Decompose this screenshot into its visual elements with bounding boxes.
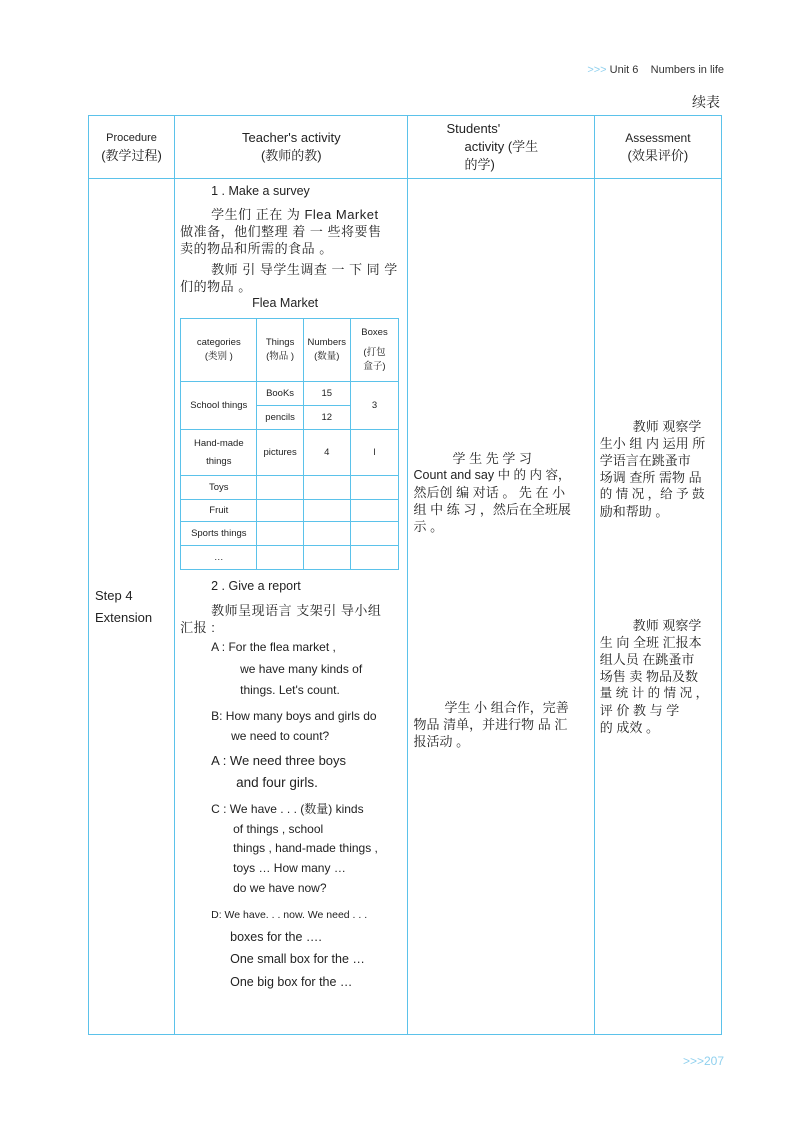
cell-books-num: 15	[303, 382, 350, 406]
students-p1-1: 学 生 先 学 习	[452, 451, 532, 466]
header-numbers-cn: (数量)	[314, 351, 340, 362]
teacher-header-cn: (教师的教)	[260, 148, 322, 163]
cell-empty	[303, 522, 350, 546]
cell-empty	[257, 476, 303, 500]
cell-school-boxes: 3	[350, 382, 398, 430]
dialog-d-3: One small box for the …	[230, 952, 365, 966]
cell-empty	[350, 476, 398, 500]
cell-empty	[257, 500, 303, 522]
assess-p2-4: 场售 卖 物品及数	[599, 669, 698, 684]
header-boxes-cn-2: 盒子)	[363, 361, 386, 372]
students-p1-3: 然后创 编 对话 。 先 在 小	[413, 485, 566, 500]
table-row	[181, 476, 399, 500]
assess-p1-3: 学语言在跳蚤市	[599, 453, 691, 468]
dialog-c-1: C : We have . . . (数量) kinds	[211, 802, 364, 816]
header-boxes	[350, 319, 398, 382]
teacher-activity-cell	[175, 179, 408, 1035]
students-header-en-2: activity (学生	[464, 139, 539, 154]
students-p1-2: Count and say 中 的 内 容，	[413, 468, 571, 482]
flea-market-table-title: Flea Market	[252, 296, 319, 310]
survey-desc-2: 做准备，他们整理 着 一 些将要售	[180, 224, 382, 239]
dialog-c-3: things , hand-made things ,	[233, 841, 378, 855]
dialog-c-4: toys … How many …	[233, 861, 346, 875]
cell-handmade-1: Hand-made	[193, 437, 244, 449]
table-row	[181, 430, 399, 476]
survey-guide-1: 教师 引 导学生调查 一 下 同 学	[211, 262, 398, 277]
continued-label: 续表	[692, 94, 720, 110]
cell-handmade	[181, 430, 257, 476]
assessment-header-cn: (效果评价)	[627, 148, 689, 163]
cell-empty	[257, 522, 303, 546]
step-row	[89, 179, 722, 1035]
cell-pencils: pencils	[257, 406, 303, 430]
assess-p1-6: 励和帮助 。	[599, 504, 669, 519]
students-header	[408, 116, 594, 179]
dialog-b-1: B: How many boys and girls do	[211, 709, 377, 723]
teacher-header-en: Teacher's activity	[242, 130, 341, 145]
survey-desc-1: 学生们 正在 为 Flea Market	[211, 207, 379, 222]
unit-label: Unit 6	[609, 64, 639, 76]
assess-p2-5: 量 统 计 的 情 况 ，	[599, 686, 709, 700]
cell-pictures: pictures	[257, 430, 303, 476]
cell-sports: Sports things	[181, 522, 257, 546]
cell-empty	[303, 500, 350, 522]
unit-title: Numbers in life	[650, 64, 724, 76]
dialog-a2-1: A : We need three boys	[211, 753, 347, 768]
header-categories	[181, 319, 257, 382]
students-p2-1: 学生 小 组合作，完善	[444, 700, 569, 715]
assess-p2-1: 教师 观察学	[632, 618, 702, 633]
students-header-en-1: Students'	[446, 121, 501, 136]
table-row	[181, 546, 399, 570]
assess-p1-5: 的 情 况 ，给 予 鼓	[599, 487, 705, 501]
cell-fruit: Fruit	[181, 500, 257, 522]
assess-p2-3: 组人员 在跳蚤市	[599, 652, 695, 667]
dialog-d-1: D: We have. . . now. We need . . .	[211, 909, 368, 921]
header-arrows: >>>	[587, 64, 607, 76]
assess-p1-2: 生小 组 内 运用 所	[599, 436, 706, 451]
assessment-header	[594, 116, 721, 179]
students-p1-4: 组 中 练 习 ，然后在全班展	[413, 502, 571, 517]
teacher-header	[175, 116, 408, 179]
step-label	[95, 585, 152, 629]
running-header	[587, 64, 724, 76]
assess-p1-4: 场调 查所 需物 品	[599, 470, 702, 485]
assess-p2-7: 的 成效 。	[599, 720, 659, 735]
header-numbers	[303, 319, 350, 382]
procedure-header	[89, 116, 175, 179]
students-p2-2: 物品 清单，并进行物 品 汇	[413, 717, 568, 732]
header-things	[257, 319, 303, 382]
header-boxes-cn-1: (打包	[363, 347, 386, 358]
procedure-header-en: Procedure	[106, 132, 157, 144]
survey-guide-2: 们的物品 。	[180, 279, 252, 294]
students-header-cn: 的学)	[464, 157, 495, 172]
cell-empty	[303, 546, 350, 570]
step-cell	[89, 179, 175, 1035]
cell-pencils-num: 12	[303, 406, 350, 430]
dialog-c-5: do we have now?	[233, 881, 327, 895]
cell-pictures-num: 4	[303, 430, 350, 476]
dialog-a1-2: we have many kinds of	[240, 662, 363, 676]
dialog-b-2: we need to count?	[231, 729, 330, 743]
table-row	[181, 522, 399, 546]
dialog-c-2: of things , school	[233, 822, 324, 836]
cell-school-things: School things	[181, 382, 257, 430]
cell-handmade-2: things	[206, 455, 232, 467]
cell-empty	[303, 476, 350, 500]
dialog-a1-1: A : For the flea market ,	[211, 640, 336, 654]
cell-handmade-boxes: l	[350, 430, 398, 476]
table-row	[181, 319, 399, 382]
assessment-cell	[594, 179, 721, 1035]
page-number: >>>207	[682, 1054, 724, 1068]
header-numbers-en: Numbers	[307, 337, 347, 348]
survey-heading: 1 . Make a survey	[211, 184, 310, 198]
dialog-d-4: One big box for the …	[230, 975, 353, 989]
assessment-header-en: Assessment	[625, 131, 691, 145]
header-categories-en: categories	[196, 337, 241, 348]
report-guide-2: 汇报 :	[180, 620, 216, 635]
survey-desc-3: 卖的物品和所需的食品 。	[180, 241, 333, 256]
students-p2-3: 报活动 。	[413, 734, 470, 749]
dialog-a1-3: things. Let's count.	[240, 683, 340, 697]
report-guide-1: 教师呈现语言 支架引 导小组	[211, 603, 382, 618]
cell-empty	[350, 546, 398, 570]
header-boxes-en: Boxes	[361, 327, 388, 338]
flea-market-table	[180, 318, 399, 570]
assess-p1-1: 教师 观察学	[632, 419, 702, 434]
cell-ellipsis: …	[181, 546, 257, 570]
assess-p2-2: 生 向 全班 汇报本	[599, 635, 702, 650]
procedure-header-cn: (教学过程)	[101, 148, 162, 163]
header-things-en: Things	[265, 337, 295, 348]
cell-empty	[257, 546, 303, 570]
cell-books: BooKs	[257, 382, 303, 406]
table-header-row	[89, 116, 722, 179]
header-categories-cn: (类别 )	[204, 351, 233, 362]
table-row	[181, 500, 399, 522]
assess-p2-6: 评 价 教 与 学	[599, 703, 680, 718]
dialog-d-2: boxes for the ….	[230, 930, 322, 944]
report-heading: 2 . Give a report	[211, 579, 301, 593]
table-row	[181, 382, 399, 406]
dialog-a2-2: and four girls.	[236, 775, 318, 790]
lesson-plan-table	[88, 115, 722, 1035]
step-number: Step 4	[95, 588, 133, 603]
students-p1-5: 示 。	[413, 519, 444, 534]
header-things-cn: (物品 )	[266, 351, 295, 362]
student-activity-cell	[408, 179, 594, 1035]
cell-empty	[350, 522, 398, 546]
cell-empty	[350, 500, 398, 522]
cell-toys: Toys	[181, 476, 257, 500]
step-name: Extension	[95, 610, 153, 625]
